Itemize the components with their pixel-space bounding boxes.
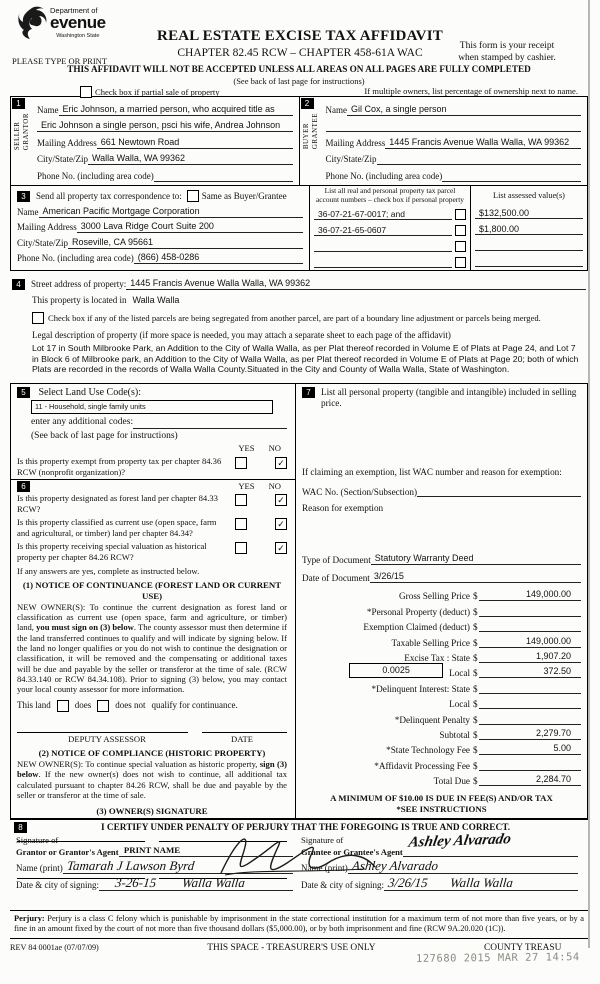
excise-tax-section: 7 List all personal property (tangible and intangible) included in selling price. If claiming an exemption, list WAC number and reason for exemption: WAC No. (Section/Subsection) Reason for exemption Type of Document Statutory Warranty Deed Date of Document 3/26/15 Gross Selling Price $ 149,000.00 *Personal Property (deduct) $ Exemption Claimed (deduct) $ Taxable Selling Price $ 149,000.00 Excise Tax : State $ 1,907.20 0.0025 Local $ 372.50 *Delinquent Interest: State $ Local $ *Delinquent Penalty $ Subtotal $ 2,279.70 *State Technology Fee $ 5.00 *Affidavit Processing Fee $ Total Due $ 2,284.70 A MINIMUM OF $10.00 IS DUE IN FEE(S) AND/OR TAX *SEE INSTRUCTIONS [296, 384, 587, 818]
perjury-text: Perjury is a class C felony which is punishable by imprisonment in the state correctional institution for a maximum term of not more than five years, or by a fine in an amount fixed by the court of not more than five thousand dollars ($5,000.00), or by both imprisonment and fine (RCW 9A.20.020 (1C)). [14, 914, 584, 934]
money-label: *State Technology Fee [386, 745, 470, 756]
grantor-date-handwriting: 3-26-15 [114, 875, 158, 890]
assessed-value-field[interactable] [475, 256, 583, 267]
certify-statement: I CERTIFY UNDER PENALTY OF PERJURY THAT THE FOREGOING IS TRUE AND CORRECT. [100, 822, 511, 833]
grantor-name-print-field[interactable] [63, 858, 293, 874]
does-not-checkbox[interactable] [97, 700, 109, 712]
money-label: Subtotal [439, 729, 470, 740]
buyer-name-field[interactable]: Gil Cox, a single person [347, 104, 581, 116]
same-as-buyer-label: Same as Buyer/Grantee [201, 191, 287, 201]
parcel-number-field[interactable]: 36-07-21-65-0607 [314, 225, 452, 236]
seller-phone-field[interactable] [154, 170, 293, 182]
personal-property-checkbox-3[interactable] [455, 241, 466, 252]
scan-page-edge [588, 0, 590, 948]
seller-vertical-label-2: GRANTOR [22, 113, 30, 151]
tax-correspondence-section [10, 186, 588, 271]
does-checkbox[interactable] [57, 700, 69, 712]
delinquent-interest-local-field[interactable] [479, 697, 581, 709]
date-label: DATE [231, 733, 253, 744]
buyer-name-field-2[interactable] [326, 120, 582, 132]
street-address-label: Street address of property: [31, 279, 127, 289]
receipt-note-line2: when stamped by cashier. [458, 53, 556, 63]
wac-label: WAC No. (Section/Subsection) [302, 487, 418, 497]
grantee-city-handwriting: Walla Walla [448, 875, 514, 890]
personal-property-checkbox-4[interactable] [455, 257, 466, 268]
grantee-date-handwriting: 3/26/15 [387, 875, 429, 890]
state-technology-fee-field[interactable]: 5.00 [479, 743, 581, 755]
land-use-see-back: (See back of last page for instructions) [31, 431, 178, 441]
receipt-note-line1: This form is your receipt [459, 41, 555, 51]
dor-logo-swirl-icon [16, 6, 50, 42]
grantee-date-city-label: Date & city of signing: [301, 880, 384, 890]
located-in-label: This property is located in [32, 295, 127, 305]
deputy-assessor-label: DEPUTY ASSESSOR [68, 733, 146, 744]
parcel-numbers-header: List all real and personal property tax parcel account numbers – check box if personal property [316, 186, 464, 204]
corr-phone-label: Phone No. (including area code) [17, 253, 134, 263]
corr-mailing-label: Mailing Address [17, 222, 77, 232]
dor-logo [16, 6, 136, 42]
grantor-city-handwriting: Walla Walla [181, 875, 246, 890]
parcel-number-field[interactable] [314, 257, 452, 268]
grantor-name-handwriting: Tamarah J Lawson Byrd [65, 858, 195, 873]
exempt-question: Is this property exempt from property tax per chapter 84.36 RCW (nonprofit organization)? [17, 456, 222, 477]
correspondence-box [11, 186, 309, 270]
send-correspondence-label: Send all property tax correspondence to: [36, 191, 182, 201]
buyer-phone-field[interactable] [442, 170, 581, 182]
forest-land-question: Is this property designated as forest land per chapter 84.33 RCW? [17, 493, 218, 514]
buyer-vertical-label-1: BUYER [301, 122, 310, 150]
seller-vertical-label-1: SELLER [13, 121, 21, 151]
grantor-signature-of-label: Signature of [16, 835, 59, 845]
notice-compliance-title: (2) NOTICE OF COMPLIANCE (HISTORIC PROPERTY) [38, 747, 266, 758]
section-1-badge: 1 [12, 98, 25, 109]
grantee-signature-line[interactable] [403, 831, 578, 857]
buyer-vertical-label-2: GRANTEE [310, 113, 319, 150]
owners-signature-title: (3) OWNER(S) SIGNATURE [96, 806, 208, 817]
exempt-no-checkbox[interactable]: ✓ [275, 457, 287, 469]
buyer-citystatezip-label: City/State/Zip [325, 154, 377, 164]
historical-yes-checkbox[interactable] [235, 542, 247, 554]
seller-name-field-2[interactable]: Eric Johnson a single person, psci his wife, Andrea Johnson [37, 120, 293, 132]
grantor-signature-block [14, 835, 299, 891]
parcel-number-field[interactable] [314, 241, 452, 252]
parcel-number-field[interactable]: 36-07-21-67-0017; and [314, 209, 452, 220]
section-6-badge: 6 [17, 481, 30, 492]
perjury-clause [10, 910, 588, 939]
section-7-badge: 7 [302, 387, 315, 398]
date-of-document-field[interactable]: 3/26/15 [370, 571, 581, 583]
corr-phone-field[interactable]: (866) 458-0286 [134, 252, 303, 264]
assessed-value-field[interactable] [475, 240, 583, 251]
perjury-bold-label: Perjury: [14, 914, 45, 923]
seller-citystatezip-field[interactable]: Walla Walla, WA 99362 [88, 153, 293, 165]
certification-section [10, 819, 588, 908]
notice-continuance-text: NEW OWNER(S): To continue the current designation as forest land or classification as current use (open space, farm and agriculture, or timber) land, you must sign on (3) below. The county assessor must then determine if the land transferred continues to qualify and will indicate by signing below. If the land no longer qualifies or you do not wish to continue the designation or classification, it will be removed and the compensating or additional taxes will be due and payable by the seller or transferor at the time of sale. (RCW 84.33.140 or RCW 84.34.108). Prior to signing (3) below, you may contact your local county assessor for more information. [17, 601, 287, 695]
exemption-claim-note: If claiming an exemption, list WAC number and reason for exemption: [302, 467, 562, 477]
section-3-badge: 3 [17, 191, 30, 202]
local-rate-box[interactable]: 0.0025 [349, 663, 443, 678]
does-label: does [74, 700, 92, 711]
money-label: *Affidavit Processing Fee [374, 760, 470, 771]
grantee-name-handwriting: Ashley Alvarado [350, 858, 439, 873]
personal-property-checkbox-1[interactable] [455, 209, 466, 220]
money-label: Gross Selling Price [399, 591, 470, 602]
current-use-yes-checkbox[interactable] [235, 518, 247, 530]
seller-grantor-box [11, 97, 299, 185]
additional-codes-label: enter any additional codes: [31, 417, 134, 427]
section-8-badge: 8 [14, 822, 27, 833]
corr-citystatezip-label: City/State/Zip [17, 237, 68, 248]
seller-strip [11, 97, 33, 185]
grantee-signature-handwriting: Ashley Alvarado [406, 831, 513, 851]
grantee-name-print-label: Name (print) [301, 863, 348, 873]
seller-mailing-label: Mailing Address [37, 137, 97, 148]
land-use-code-dropdown[interactable]: 11 - Household, single family units [31, 400, 273, 414]
yes-header: YES [238, 443, 255, 453]
no-header: NO [268, 443, 281, 453]
segregated-label: Check box if any of the listed parcels are being segregated from another parcel, are part of a boundary line adjustment or parcels being merged. [48, 312, 541, 323]
type-of-document-field[interactable]: Statutory Warranty Deed [371, 553, 581, 565]
type-of-document-label: Type of Document [302, 555, 371, 565]
deputy-assessor-sign-line[interactable] [17, 722, 188, 733]
street-address-field[interactable]: 1445 Francis Avenue Walla Walla, WA 99362 [126, 278, 522, 290]
county-treasurer-label: COUNTY TREASU [484, 942, 562, 953]
this-land-label: This land [17, 700, 51, 711]
money-label: Taxable Selling Price [391, 637, 470, 648]
seller-name-label: Name [37, 104, 59, 115]
seller-phone-label: Phone No. (including area code) [37, 170, 154, 181]
date-of-document-label: Date of Document [302, 573, 370, 583]
form-title: REAL ESTATE EXCISE TAX AFFIDAVIT [157, 28, 443, 44]
logo-department-of: Department of [50, 6, 98, 15]
deputy-date-line[interactable] [202, 722, 287, 733]
yes-header: YES [238, 481, 255, 491]
current-use-no-checkbox[interactable]: ✓ [275, 518, 287, 530]
form-subtitle: CHAPTER 82.45 RCW – CHAPTER 458-61A WAC [177, 47, 423, 59]
buyer-grantee-box [299, 97, 588, 185]
segregated-checkbox[interactable] [32, 312, 44, 324]
grantee-date-city-field[interactable] [384, 875, 578, 891]
receipt-note [432, 40, 582, 64]
assessed-values-header: List assessed value(s) [493, 191, 565, 200]
located-in-value: Walla Walla [132, 295, 180, 305]
grantor-agent-label: Grantor or Grantor's Agent [16, 847, 119, 857]
money-label: *Delinquent Interest: State [371, 683, 470, 694]
money-label: Local [449, 699, 470, 710]
grantor-date-city-label: Date & city of signing: [16, 880, 99, 890]
delinquent-penalty-field[interactable] [479, 713, 581, 725]
grantee-signature-of-label: Signature of [301, 835, 344, 845]
total-due-field[interactable]: 2,284.70 [479, 774, 581, 786]
assessed-value-field[interactable]: $132,500.00 [475, 208, 583, 219]
notice-continuance-title: (1) NOTICE OF CONTINUANCE (FOREST LAND OR CURRENT USE) [22, 580, 282, 601]
corr-name-label: Name [17, 206, 39, 217]
logo-revenue: evenue [50, 13, 106, 32]
forest-no-checkbox[interactable]: ✓ [275, 494, 287, 506]
current-use-question: Is this property classified as current use (open space, farm and agricultural, or timber) land per chapter 84.34? [17, 517, 217, 538]
logo-washington-state: Washington State [56, 33, 100, 39]
buyer-mailing-label: Mailing Address [325, 137, 386, 148]
seller-mailing-field[interactable]: 661 Newtown Road [97, 137, 293, 149]
money-label: *Personal Property (deduct) [366, 606, 470, 617]
buyer-mailing-field[interactable]: 1445 Francis Avenue Walla Walla, WA 99362 [385, 137, 581, 149]
legal-description-label: Legal description of property (if more space is needed, you may attach a separate sheet to each page of the affidavit) [32, 330, 451, 340]
money-label: Exemption Claimed (deduct) [363, 622, 470, 633]
money-label: Excise Tax : State [404, 652, 470, 663]
grantee-agent-label: Grantee or Grantee's Agent [301, 847, 403, 857]
rev-number: REV 84 0001ae (07/07/09) [10, 943, 99, 953]
notice-compliance-text: NEW OWNER(S): To continue special valuation as historic property, sign (3) below. If the new owner(s) does not wish to continue, all additional tax calculated pursuant to chapter 84.26 RCW, shall be due and payable by the seller or transferor at the time of sale. [17, 759, 287, 801]
please-type-or-print: PLEASE TYPE OR PRINT [12, 56, 108, 66]
money-label: *Delinquent Penalty [394, 714, 470, 725]
assessed-value-field[interactable]: $1,800.00 [475, 224, 583, 235]
gross-selling-price-field[interactable]: 149,000.00 [479, 589, 581, 601]
corr-citystatezip-field[interactable]: Roseville, CA 95661 [68, 237, 303, 249]
does-not-label: does not [115, 700, 146, 711]
parties-section [10, 96, 588, 186]
if-yes-note: If any answers are yes, complete as instructed below. [17, 566, 200, 576]
land-use-title: Select Land Use Code(s): [38, 387, 141, 398]
forest-yes-checkbox[interactable] [235, 494, 247, 506]
buyer-citystatezip-field[interactable] [377, 153, 582, 165]
excise-tax-state-field[interactable]: 1,907.20 [479, 651, 581, 663]
treasurer-space-label: THIS SPACE - TREASURER'S USE ONLY [207, 942, 376, 953]
exempt-yes-checkbox[interactable] [235, 457, 247, 469]
personal-property-note: List all personal property (tangible and intangible) included in selling price. [321, 387, 577, 408]
wac-field[interactable] [417, 485, 581, 497]
corr-mailing-field[interactable]: 3000 Lava Ridge Court Suite 200 [77, 221, 303, 233]
partial-sale-label: Check box if partial sale of property [95, 87, 220, 97]
grantor-signature-line[interactable] [119, 845, 293, 857]
assessed-values-box [470, 186, 587, 270]
reason-for-exemption-label: Reason for exemption [302, 503, 384, 513]
acceptance-warning: THIS AFFIDAVIT WILL NOT BE ACCEPTED UNLESS ALL AREAS ON ALL PAGES ARE FULLY COMPLETED [67, 64, 531, 74]
corr-name-field[interactable]: American Pacific Mortgage Corporation [39, 206, 304, 218]
land-use-section [11, 384, 295, 480]
parcel-numbers-box [309, 186, 470, 270]
personal-property-deduct-field[interactable] [479, 605, 581, 617]
multiple-owners-note: If multiple owners, list percentage of ownership next to name. [364, 86, 578, 96]
grantee-name-print-field[interactable] [348, 858, 578, 874]
historical-question: Is this property receiving special valuation as historical property per chapter 84.26 RCW? [17, 541, 207, 562]
money-label: Local [449, 668, 470, 679]
property-address-section [10, 271, 588, 383]
qualify-label: qualify for continuance. [151, 700, 238, 711]
excise-tax-local-field[interactable]: 372.50 [479, 666, 581, 678]
delinquent-interest-state-field[interactable] [479, 682, 581, 694]
no-header: NO [268, 481, 281, 491]
seller-citystatezip-label: City/State/Zip [37, 154, 88, 164]
subtotal-field[interactable]: 2,279.70 [479, 728, 581, 740]
minimum-due-note: A MINIMUM OF $10.00 IS DUE IN FEE(S) AND/OR TAX [330, 793, 553, 804]
exemption-claimed-field[interactable] [479, 620, 581, 632]
see-instructions-note: *SEE INSTRUCTIONS [396, 804, 487, 815]
seller-name-field[interactable]: Eric Johnson, a married person, who acquired title as [59, 104, 293, 116]
grantor-date-city-field[interactable] [99, 875, 293, 891]
see-back-note: (See back of last page for instructions) [233, 76, 365, 86]
taxable-selling-price-field[interactable]: 149,000.00 [479, 636, 581, 648]
personal-property-checkbox-2[interactable] [455, 225, 466, 236]
grantee-signature-block [299, 831, 584, 891]
print-name-label: PRINT NAME [123, 844, 181, 855]
grantor-name-print-label: Name (print) [16, 863, 63, 873]
buyer-name-label: Name [325, 104, 347, 115]
form-header [10, 0, 588, 96]
section-4-badge: 4 [12, 279, 25, 290]
buyer-phone-label: Phone No. (including area code) [325, 170, 443, 181]
qualify-line [17, 700, 287, 712]
same-as-buyer-checkbox[interactable] [187, 190, 199, 202]
buyer-strip [300, 97, 322, 185]
money-label: Total Due [433, 776, 470, 787]
section-2-badge: 2 [301, 98, 314, 109]
section-5-badge: 5 [17, 387, 30, 398]
affidavit-processing-fee-field[interactable] [479, 759, 581, 771]
additional-codes-field[interactable] [133, 417, 287, 429]
treasurer-date-stamp: 127680 2015 MAR 27 14:54 [415, 951, 580, 965]
historical-no-checkbox[interactable]: ✓ [275, 542, 287, 554]
legal-description-text: Lot 17 in South Milbrooke Park, an Addition to the City of Walla Walla, as per Plat thereof recorded in Volume E of Plats at Page 24, and Lot 7 in Block 6 of Milbrooke park, an Addition to the City of Walla Walla, as per Plat thereof recorded in Volume E of Plats at Page 20; both of which Plats are recorded in the records of Walla Walla County.Situated in the City and County of Walla Walla, State of Washington. [32, 343, 579, 374]
